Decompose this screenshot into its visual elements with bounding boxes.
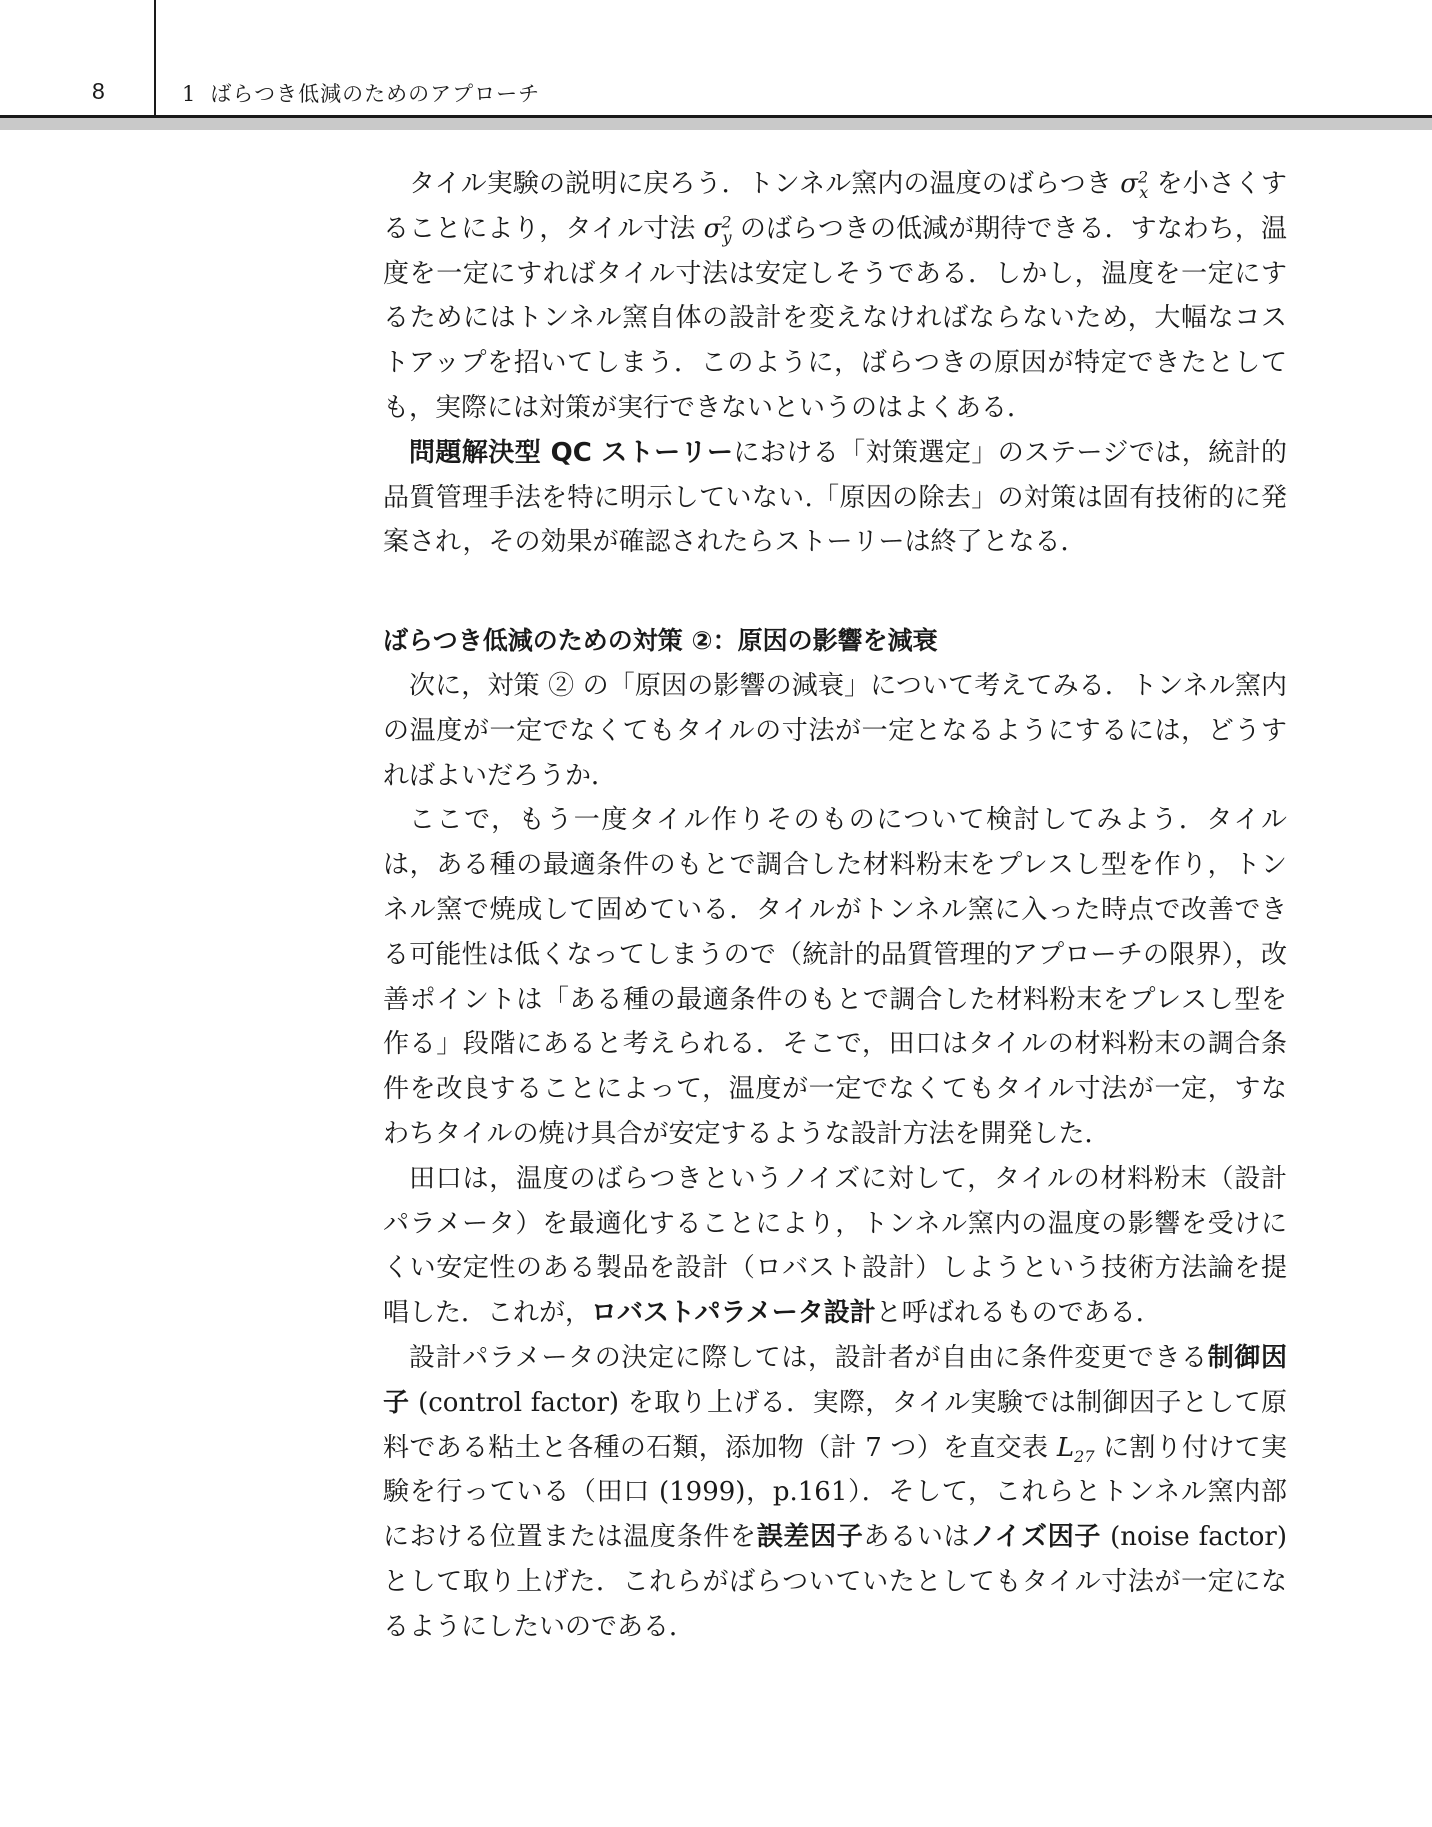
paragraph-6 xyxy=(383,1336,1287,1650)
paragraph-6-text-4: あるいは xyxy=(863,1522,971,1553)
term-noise-factor: ノイズ因子 xyxy=(970,1522,1102,1553)
paragraph-1-text-2: を小さくすることにより，タイル寸法 xyxy=(383,169,1287,244)
paragraph-4: ここで，もう一度タイル作りそのものについて検討してみよう．タイルは，ある種の最適条件のもとで調合した材料粉末をプレスし型を作り，トンネル窯で焼成して固めている．タイルがトンネル窯に入った時点で改善できる可能性は低くなってしまうので（統計的品質管理的アプローチの限界），改善ポイントは「ある種の最適条件のもとで調合した材料粉末をプレスし型を作る」段階にあると考えられる．そこで，田口はタイルの材料粉末の調合条件を改良することによって，温度が一定でなくてもタイル寸法が一定，すなわちタイルの焼け具合が安定するような設計方法を開発した． xyxy=(383,805,1287,1149)
paragraph-1-text-1: タイル実験の説明に戻ろう．トンネル窯内の温度のばらつき xyxy=(409,169,1121,199)
paragraph-3: 次に，対策 ② の「原因の影響の減衰」について考えてみる．トンネル窯内の温度が一定でなくてもタイルの寸法が一定となるようにするには，どうすればよいだろうか． xyxy=(383,670,1287,791)
math-l-subscript: 27 xyxy=(1074,1446,1095,1466)
running-head xyxy=(182,78,540,108)
section-heading: ばらつき低減のための対策 ②：原因の影響を減衰 xyxy=(383,626,938,656)
math-sigma: σ xyxy=(1120,169,1139,199)
paragraph-6-text-5: (noise factor) として取り上げた．これらがばらついていたとしてもタイル寸法が一定になるようにしたいのである． xyxy=(383,1522,1287,1642)
math-sigma-y-squared xyxy=(703,212,732,247)
math-subscript-x: x xyxy=(1139,183,1149,203)
paragraph-6-text-1: 設計パラメータの決定に際しては，設計者が自由に条件変更できる xyxy=(409,1342,1208,1373)
header-vertical-rule xyxy=(154,0,156,117)
term-error-factor: 誤差因子 xyxy=(756,1522,864,1553)
math-sigma: σ xyxy=(703,213,722,244)
math-sigma-x-squared xyxy=(1120,167,1149,203)
paragraph-1-text-3: のばらつきの低減が期待できる．すなわち，温度を一定にすればタイル寸法は安定しそうである．しかし，温度を一定にするためにはトンネル窯自体の設計を変えなければならないため，大幅なコストアップを招いてしまう．このように，ばらつきの原因が特定できたとしても，実際には対策が実行できないというのはよくある． xyxy=(383,213,1287,423)
paragraph-5 xyxy=(383,1157,1287,1336)
math-superscript: 2 xyxy=(1138,167,1149,187)
math-superscript: 2 xyxy=(721,212,732,232)
paragraph-1 xyxy=(383,162,1287,431)
page-number: 8 xyxy=(92,78,105,104)
paragraph-6-text-3: に割り付けて実験を行っている（田口 (1999)，p.161）．そして，これらとトンネル窯内部における位置または温度条件を xyxy=(383,1432,1287,1553)
paragraph-5-text-1: 田口は，温度のばらつきというノイズに対して，タイルの材料粉末（設計パラメータ）を最適化することにより，トンネル窯内の温度の影響を受けにくい安定性のある製品を設計（ロバスト設計）しようという技術方法論を提唱した．これが， xyxy=(383,1163,1287,1329)
chapter-number: 1 xyxy=(182,82,197,106)
paragraph-2-text: における「対策選定」のステージでは，統計的品質管理手法を特に明示していない.「原因の除去」の対策は固有技術的に発案され，その効果が確認されたらストーリーは終了となる． xyxy=(383,437,1287,558)
header-band xyxy=(0,118,1432,130)
paragraph-6-text-2: (control factor) を取り上げる．実際，タイル実験では制御因子として原料である粘土と各種の石類，添加物（計 7 つ）を直交表 xyxy=(383,1387,1287,1463)
term-qc-story: 問題解決型 QC ストーリー xyxy=(409,437,734,468)
page-header xyxy=(0,0,1432,132)
term-control-factor: 制御因子 xyxy=(383,1342,1287,1418)
paragraph-2 xyxy=(383,431,1287,565)
chapter-title: ばらつき低減のためのアプローチ xyxy=(210,82,541,106)
math-l: L xyxy=(1056,1432,1075,1463)
math-subscript-y: y xyxy=(722,227,732,247)
paragraph-5-text-2: と呼ばれるものである． xyxy=(875,1298,1162,1329)
term-robust-parameter-design: ロバストパラメータ設計 xyxy=(591,1298,876,1329)
body-text xyxy=(383,162,1287,1650)
math-l27 xyxy=(1056,1432,1095,1466)
